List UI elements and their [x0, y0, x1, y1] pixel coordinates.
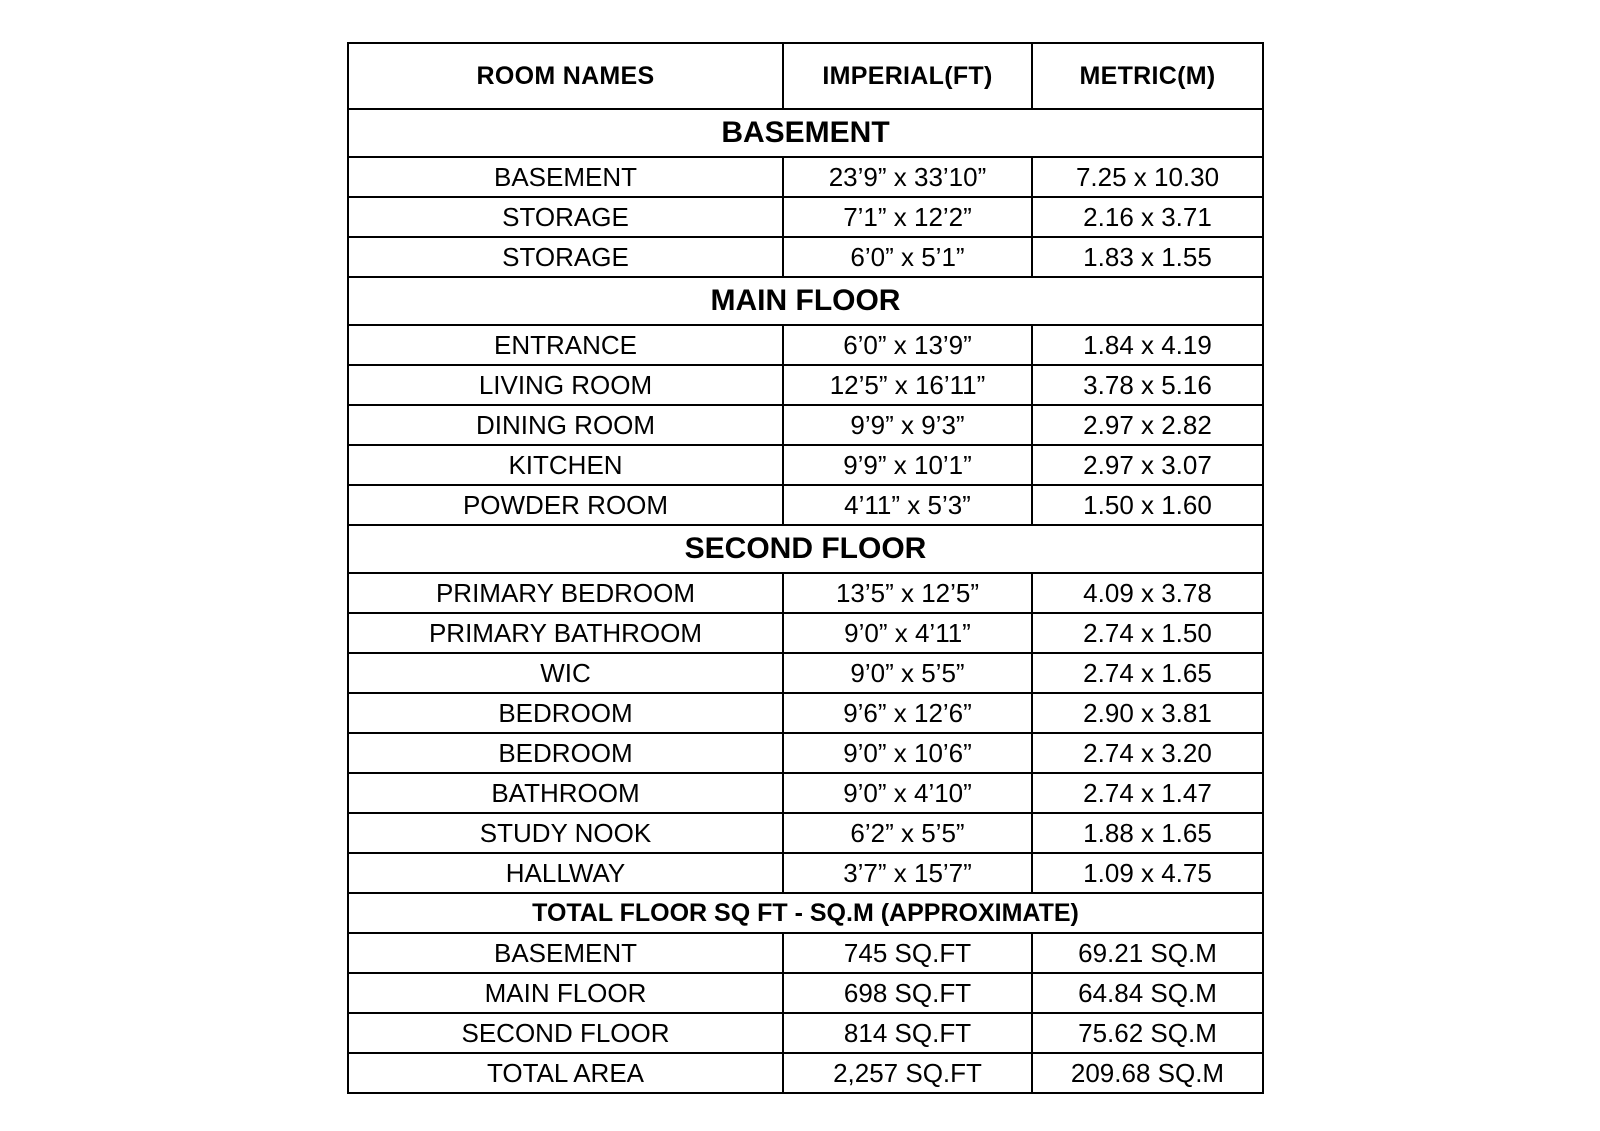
- table-row: [348, 237, 1263, 277]
- table-row: [348, 445, 1263, 485]
- room-name-cell: BEDROOM: [348, 733, 783, 773]
- imperial-cell: 7’1” x 12’2”: [783, 197, 1032, 237]
- room-name-cell: STORAGE: [348, 197, 783, 237]
- imperial-cell: 23’9” x 33’10”: [783, 157, 1032, 197]
- metric-cell: 1.84 x 4.19: [1032, 325, 1263, 365]
- imperial-cell: 745 SQ.FT: [783, 933, 1032, 973]
- imperial-cell: 9’0” x 5’5”: [783, 653, 1032, 693]
- imperial-cell: 9’0” x 4’11”: [783, 613, 1032, 653]
- section-header-row: [348, 277, 1263, 325]
- imperial-cell: 9’9” x 10’1”: [783, 445, 1032, 485]
- section-header-row: [348, 109, 1263, 157]
- imperial-cell: 9’0” x 10’6”: [783, 733, 1032, 773]
- metric-cell: 3.78 x 5.16: [1032, 365, 1263, 405]
- room-name-cell: PRIMARY BEDROOM: [348, 573, 783, 613]
- imperial-cell: 6’2” x 5’5”: [783, 813, 1032, 853]
- room-name-cell: LIVING ROOM: [348, 365, 783, 405]
- metric-cell: 7.25 x 10.30: [1032, 157, 1263, 197]
- metric-cell: 2.90 x 3.81: [1032, 693, 1263, 733]
- table-row: [348, 853, 1263, 893]
- header-imperial: IMPERIAL(FT): [783, 43, 1032, 109]
- metric-cell: 1.83 x 1.55: [1032, 237, 1263, 277]
- imperial-cell: 2,257 SQ.FT: [783, 1053, 1032, 1093]
- metric-cell: 4.09 x 3.78: [1032, 573, 1263, 613]
- table-row: [348, 813, 1263, 853]
- table-row: [348, 733, 1263, 773]
- table-row: [348, 773, 1263, 813]
- section-title: SECOND FLOOR: [348, 525, 1263, 573]
- table-row: [348, 365, 1263, 405]
- metric-cell: 75.62 SQ.M: [1032, 1013, 1263, 1053]
- metric-cell: 2.74 x 1.50: [1032, 613, 1263, 653]
- metric-cell: 209.68 SQ.M: [1032, 1053, 1263, 1093]
- table-row: [348, 325, 1263, 365]
- table-row: [348, 693, 1263, 733]
- table-row: [348, 405, 1263, 445]
- room-name-cell: BASEMENT: [348, 157, 783, 197]
- imperial-cell: 9’9” x 9’3”: [783, 405, 1032, 445]
- section-title: MAIN FLOOR: [348, 277, 1263, 325]
- imperial-cell: 13’5” x 12’5”: [783, 573, 1032, 613]
- room-name-cell: DINING ROOM: [348, 405, 783, 445]
- imperial-cell: 6’0” x 5’1”: [783, 237, 1032, 277]
- table-row: [348, 1053, 1263, 1093]
- metric-cell: 2.74 x 1.65: [1032, 653, 1263, 693]
- header-room-names: ROOM NAMES: [348, 43, 783, 109]
- imperial-cell: 814 SQ.FT: [783, 1013, 1032, 1053]
- table-row: [348, 973, 1263, 1013]
- room-name-cell: STUDY NOOK: [348, 813, 783, 853]
- metric-cell: 64.84 SQ.M: [1032, 973, 1263, 1013]
- room-name-cell: KITCHEN: [348, 445, 783, 485]
- imperial-cell: 3’7” x 15’7”: [783, 853, 1032, 893]
- metric-cell: 2.74 x 3.20: [1032, 733, 1263, 773]
- table-body: [348, 43, 1263, 1093]
- header-row: [348, 43, 1263, 109]
- metric-cell: 69.21 SQ.M: [1032, 933, 1263, 973]
- room-name-cell: MAIN FLOOR: [348, 973, 783, 1013]
- table-row: [348, 485, 1263, 525]
- imperial-cell: 9’0” x 4’10”: [783, 773, 1032, 813]
- room-name-cell: TOTAL AREA: [348, 1053, 783, 1093]
- metric-cell: 2.16 x 3.71: [1032, 197, 1263, 237]
- imperial-cell: 12’5” x 16’11”: [783, 365, 1032, 405]
- room-name-cell: STORAGE: [348, 237, 783, 277]
- room-name-cell: BASEMENT: [348, 933, 783, 973]
- metric-cell: 2.97 x 3.07: [1032, 445, 1263, 485]
- metric-cell: 2.97 x 2.82: [1032, 405, 1263, 445]
- table-row: [348, 1013, 1263, 1053]
- imperial-cell: 9’6” x 12’6”: [783, 693, 1032, 733]
- totals-header-row: [348, 893, 1263, 933]
- metric-cell: 2.74 x 1.47: [1032, 773, 1263, 813]
- room-name-cell: SECOND FLOOR: [348, 1013, 783, 1053]
- room-dimensions-table: [347, 42, 1264, 1094]
- imperial-cell: 4’11” x 5’3”: [783, 485, 1032, 525]
- header-metric: METRIC(M): [1032, 43, 1263, 109]
- imperial-cell: 698 SQ.FT: [783, 973, 1032, 1013]
- imperial-cell: 6’0” x 13’9”: [783, 325, 1032, 365]
- section-title: BASEMENT: [348, 109, 1263, 157]
- room-name-cell: ENTRANCE: [348, 325, 783, 365]
- room-name-cell: PRIMARY BATHROOM: [348, 613, 783, 653]
- table-row: [348, 197, 1263, 237]
- table-row: [348, 613, 1263, 653]
- table-row: [348, 933, 1263, 973]
- section-header-row: [348, 525, 1263, 573]
- room-name-cell: WIC: [348, 653, 783, 693]
- room-name-cell: BEDROOM: [348, 693, 783, 733]
- room-name-cell: HALLWAY: [348, 853, 783, 893]
- table-row: [348, 573, 1263, 613]
- section-title: TOTAL FLOOR SQ FT - SQ.M (APPROXIMATE): [348, 893, 1263, 933]
- metric-cell: 1.09 x 4.75: [1032, 853, 1263, 893]
- room-name-cell: BATHROOM: [348, 773, 783, 813]
- room-name-cell: POWDER ROOM: [348, 485, 783, 525]
- metric-cell: 1.88 x 1.65: [1032, 813, 1263, 853]
- table-row: [348, 653, 1263, 693]
- metric-cell: 1.50 x 1.60: [1032, 485, 1263, 525]
- table-row: [348, 157, 1263, 197]
